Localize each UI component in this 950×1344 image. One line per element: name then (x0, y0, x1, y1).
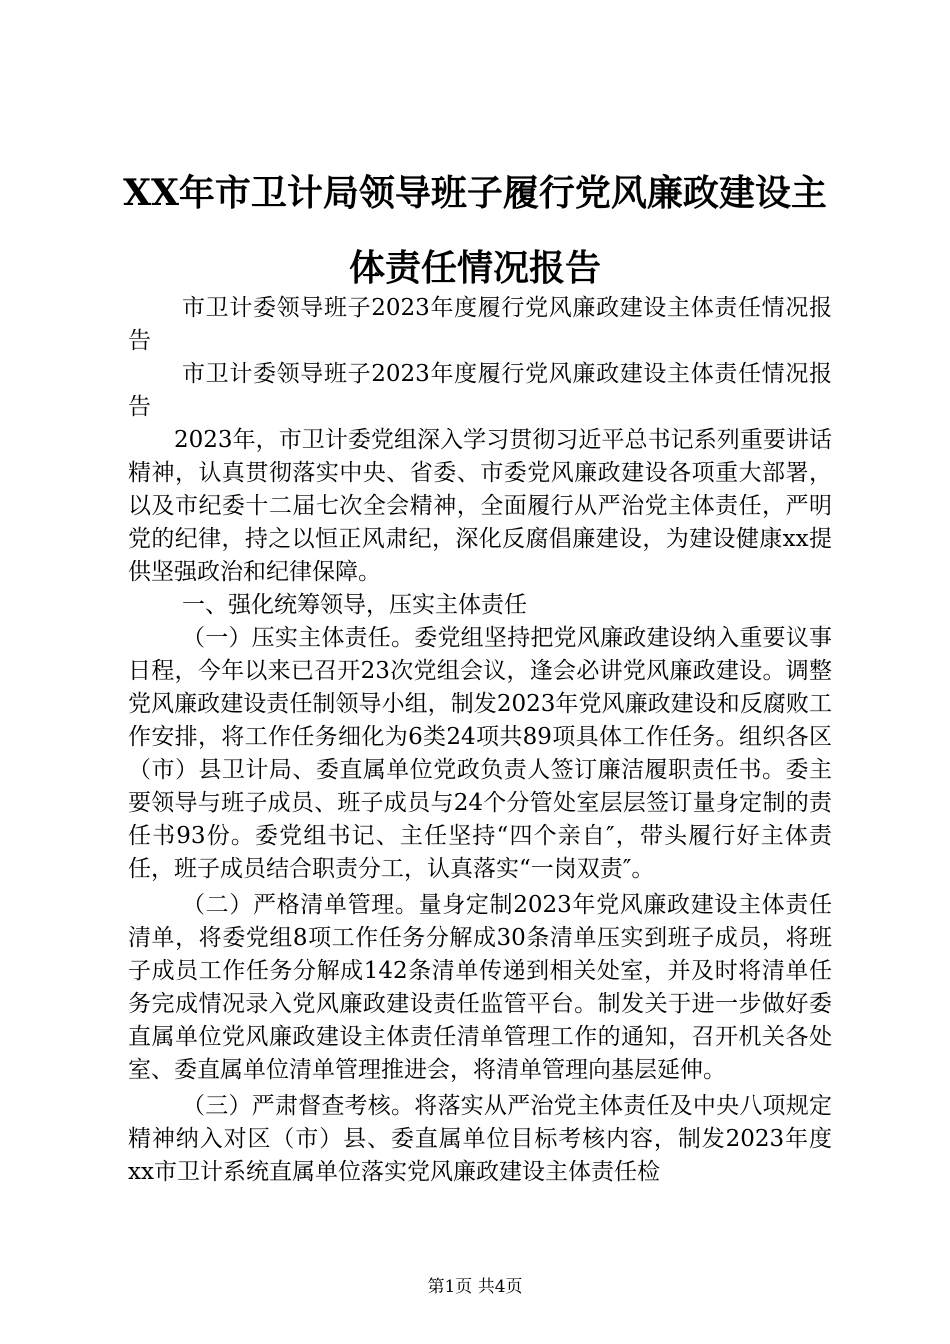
page-footer: 第1页 共4页 (427, 1277, 523, 1297)
paragraph: 市卫计委领导班子2023年度履行党风廉政建设主体责任情况报告 (128, 361, 832, 420)
paragraph: （二）严格清单管理。量身定制2023年党风廉政建设主体责任清单，将委党组8项工作任务分解成30条清单压实到班子成员，将班子成员工作任务分解成142条清单传递到相关处室，并及时将清单任务完成情况录入党风廉政建设责任监管平台。制发关于进一步做好委直属单位党风廉政建设主体责任清单管理工作的通知，召开机关各处室、委直属单位清单管理推进会，将清单管理向基层延伸。 (128, 892, 832, 1083)
document-body (128, 292, 832, 1189)
paragraph: 2023年，市卫计委党组深入学习贯彻习近平总书记系列重要讲话精神，认真贯彻落实中央、省委、市委党风廉政建设各项重大部署，以及市纪委十二届七次全会精神，全面履行从严治党主体责任，严明党的纪律，持之以恒正风肃纪，深化反腐倡廉建设，为建设健康xx提供坚强政治和纪律保障。 (128, 427, 832, 585)
paragraph: 市卫计委领导班子2023年度履行党风廉政建设主体责任情况报告 (128, 295, 832, 354)
section-heading: 一、强化统筹领导，压实主体责任 (182, 592, 527, 618)
title-line-1: XX年市卫计局领导班子履行党风廉政建设主 (123, 172, 827, 214)
title-line-2: 体责任情况报告 (348, 247, 601, 289)
paragraph: （一）压实主体责任。委党组坚持把党风廉政建设纳入重要议事日程，今年以来已召开23次党组会议，逢会必讲党风廉政建设。调整党风廉政建设责任制领导小组，制发2023年党风廉政建设和反腐败工作安排，将工作任务细化为6类24项共89项具体工作任务。组织各区（市）县卫计局、委直属单位党政负责人签订廉洁履职责任书。委主要领导与班子成员、班子成员与24个分管处室层层签订量身定制的责任书93份。委党组书记、主任坚持“四个亲自″，带头履行好主体责任，班子成员结合职责分工，认真落实“一岗双责″。 (128, 625, 832, 882)
document-title (100, 156, 850, 306)
paragraph: （三）严肃督查考核。将落实从严治党主体责任及中央八项规定精神纳入对区（市）县、委直属单位目标考核内容，制发2023年度xx市卫计系统直属单位落实党风廉政建设主体责任检 (128, 1093, 832, 1185)
